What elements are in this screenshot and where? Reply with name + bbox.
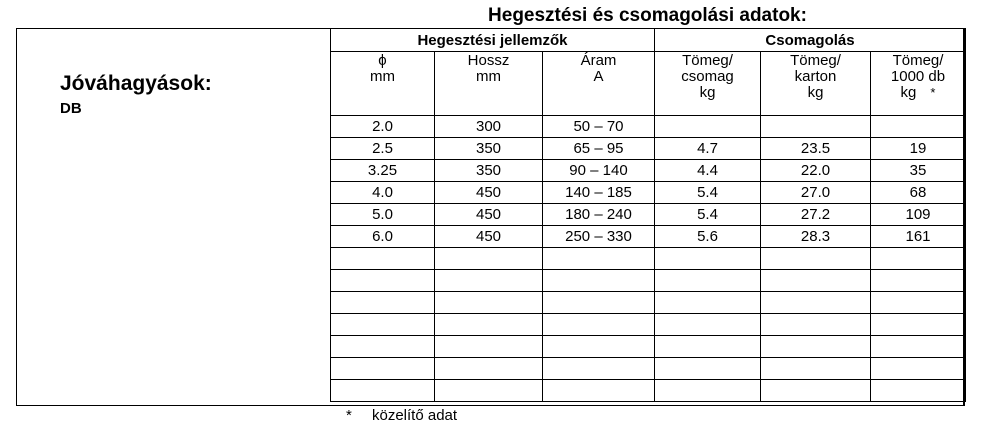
table-cell: 300: [435, 116, 543, 138]
table-cell: [871, 116, 966, 138]
table-cell: [871, 336, 966, 358]
table-cell: 3.25: [331, 160, 435, 182]
table-cell: 5.4: [655, 204, 761, 226]
table-cell: [761, 270, 871, 292]
table-cell: [435, 270, 543, 292]
header-line: Hossz: [467, 52, 510, 69]
table-cell: [655, 314, 761, 336]
group-header-packaging: Csomagolás: [655, 29, 966, 52]
group-header-welding: Hegesztési jellemzők: [331, 29, 655, 52]
column-header: [761, 52, 871, 116]
header-line: karton: [794, 68, 837, 85]
table-row: [331, 182, 966, 204]
table-cell: [761, 358, 871, 380]
table-cell: 2.5: [331, 138, 435, 160]
table-cell: [435, 358, 543, 380]
table-cell: [435, 292, 543, 314]
table-row: [331, 270, 966, 292]
table-cell: 5.0: [331, 204, 435, 226]
table-cell: [655, 248, 761, 270]
table-cell: [543, 314, 655, 336]
table-cell: [331, 358, 435, 380]
table-cell: 27.2: [761, 204, 871, 226]
table-row: [331, 314, 966, 336]
table-cell: [761, 336, 871, 358]
table-cell: [871, 314, 966, 336]
table-row: [331, 380, 966, 402]
table-cell: 180 – 240: [543, 204, 655, 226]
header-line: mm: [370, 68, 395, 85]
table-cell: [655, 292, 761, 314]
header-unit: kg: [900, 84, 917, 101]
table-cell: [435, 336, 543, 358]
column-header: [331, 52, 435, 116]
header-line: mm: [476, 68, 501, 85]
table-cell: 4.0: [331, 182, 435, 204]
table-cell: [331, 248, 435, 270]
table-cell: 27.0: [761, 182, 871, 204]
table-cell: [655, 380, 761, 402]
table-cell: 161: [871, 226, 966, 248]
table-cell: [543, 358, 655, 380]
table-cell: 65 – 95: [543, 138, 655, 160]
data-table: [330, 28, 966, 402]
table-row: [331, 160, 966, 182]
column-header: [543, 52, 655, 116]
table-cell: [331, 292, 435, 314]
table-cell: 5.6: [655, 226, 761, 248]
table-cell: 6.0: [331, 226, 435, 248]
table-cell: 5.4: [655, 182, 761, 204]
table-cell: [435, 248, 543, 270]
table-cell: 450: [435, 204, 543, 226]
table-row: [331, 204, 966, 226]
table-cell: [331, 336, 435, 358]
table-cell: 50 – 70: [543, 116, 655, 138]
table-cell: [871, 248, 966, 270]
header-line: A: [593, 68, 604, 85]
table-cell: [331, 270, 435, 292]
table-cell: [761, 292, 871, 314]
table-cell: [435, 380, 543, 402]
approvals-label: Jóváhagyások:: [60, 72, 212, 95]
table-cell: 250 – 330: [543, 226, 655, 248]
table-cell: [871, 358, 966, 380]
table-cell: 4.7: [655, 138, 761, 160]
header-line: Tömeg/: [682, 52, 733, 69]
table-row: [331, 248, 966, 270]
table-cell: [543, 270, 655, 292]
table-cell: [655, 270, 761, 292]
table-cell: [331, 314, 435, 336]
table-cell: [761, 314, 871, 336]
page-title: Hegesztési és csomagolási adatok:: [488, 5, 807, 26]
table-row: [331, 116, 966, 138]
header-line: csomag: [681, 68, 734, 85]
column-header: [655, 52, 761, 116]
approximate-mark: *: [930, 85, 936, 100]
table-cell: [543, 336, 655, 358]
header-line: ϕ: [378, 52, 387, 69]
table-cell: [543, 292, 655, 314]
table-cell: [435, 314, 543, 336]
table-cell: 450: [435, 182, 543, 204]
table-row: [331, 336, 966, 358]
table-cell: 68: [871, 182, 966, 204]
table-row: [331, 226, 966, 248]
table-cell: 350: [435, 160, 543, 182]
table-row: [331, 358, 966, 380]
column-header-row: [331, 52, 966, 116]
column-header: [435, 52, 543, 116]
table-cell: [331, 380, 435, 402]
table-cell: 19: [871, 138, 966, 160]
table-cell: [761, 116, 871, 138]
header-line: kg: [699, 84, 716, 101]
table-cell: 450: [435, 226, 543, 248]
table-cell: 22.0: [761, 160, 871, 182]
table-cell: 2.0: [331, 116, 435, 138]
table-cell: [655, 358, 761, 380]
table-cell: [871, 270, 966, 292]
table-cell: [871, 380, 966, 402]
table-cell: 350: [435, 138, 543, 160]
table-cell: 109: [871, 204, 966, 226]
table-row: [331, 138, 966, 160]
table-cell: [543, 380, 655, 402]
header-line: Tömeg/: [790, 52, 841, 69]
header-line: kg: [807, 84, 824, 101]
header-line: 1000 db: [890, 68, 946, 85]
column-header: [871, 52, 966, 116]
header-line: Áram: [580, 52, 617, 69]
table-cell: 23.5: [761, 138, 871, 160]
footnote-text: közelítő adat: [372, 407, 458, 424]
table-cell: [655, 116, 761, 138]
table-row: [331, 292, 966, 314]
table-cell: 4.4: [655, 160, 761, 182]
table-cell: [543, 248, 655, 270]
header-line: Tömeg/: [892, 52, 944, 69]
footnote: [346, 407, 457, 424]
header-line: [871, 85, 965, 101]
table-cell: [761, 248, 871, 270]
footnote-mark: *: [346, 407, 352, 424]
table-cell: 28.3: [761, 226, 871, 248]
table-cell: [871, 292, 966, 314]
table-cell: [761, 380, 871, 402]
approvals-value: DB: [60, 100, 82, 117]
table-cell: 90 – 140: [543, 160, 655, 182]
table-cell: [655, 336, 761, 358]
table-cell: 35: [871, 160, 966, 182]
table-cell: 140 – 185: [543, 182, 655, 204]
